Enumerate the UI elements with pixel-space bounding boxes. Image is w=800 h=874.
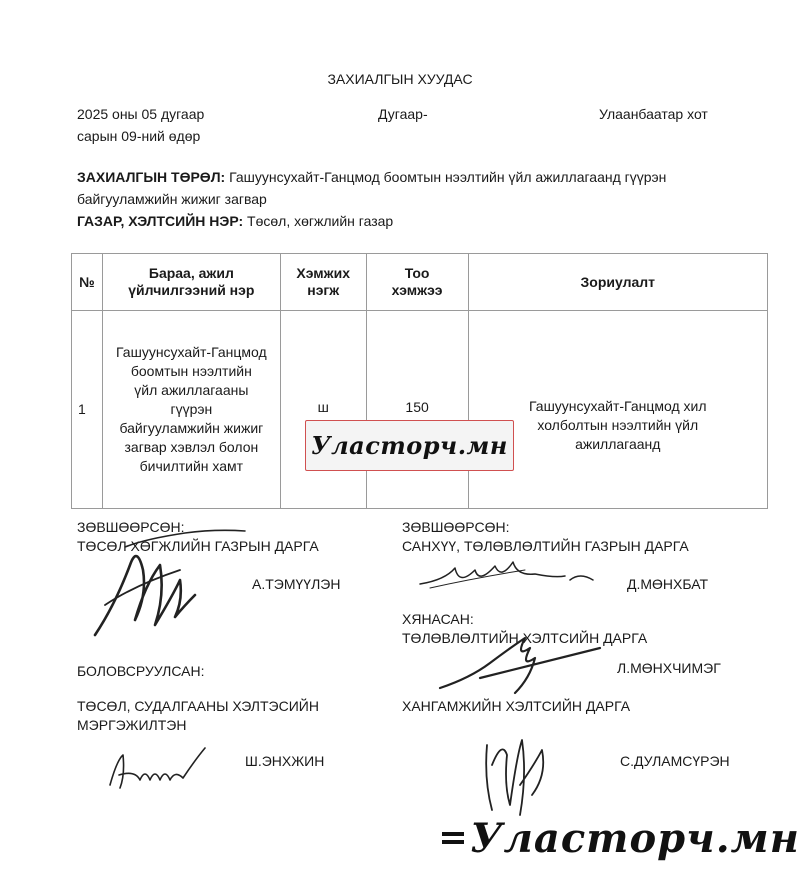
cell-purpose-line: холболтын нээлтийн үйл (537, 417, 699, 433)
header-num: № (72, 254, 103, 311)
cell-item-line: Гашуунсухайт-Ганцмод (116, 344, 267, 360)
approved-left-position: ТӨСӨЛ ХӨГЖЛИЙН ГАЗРЫН ДАРГА (77, 538, 319, 554)
cell-unit: ш (280, 311, 366, 509)
cell-purpose (468, 311, 767, 509)
cell-qty: 150 (366, 311, 468, 509)
reviewed-position: ТӨЛӨВЛӨЛТИЙН ХЭЛТСИЙН ДАРГА (402, 630, 648, 646)
cell-item-line: боомтын нээлтийн (130, 363, 252, 379)
prepared-name: Ш.ЭНХЖИН (245, 753, 325, 769)
cell-purpose-line: Гашуунсухайт-Ганцмод хил (528, 398, 707, 414)
table-header-row (72, 254, 768, 311)
order-type-value: Гашуунсухайт-Ганцмод боомтын нээлтийн үйл ажиллагаанд гүүрэн (225, 169, 667, 185)
watermark-stamp (305, 420, 514, 471)
document-title: ЗАХИАЛГЫН ХУУДАС (327, 71, 473, 87)
prepared-position-line-2: МЭРГЭЖИЛТЭН (77, 717, 187, 733)
approved-right-position: САНХҮҮ, ТӨЛӨВЛӨЛТИЙН ГАЗРЫН ДАРГА (402, 538, 689, 554)
cell-purpose-line: ажиллагаанд (575, 436, 661, 452)
cell-item-line: үйл ажиллагааны (134, 382, 249, 398)
header-qty (366, 254, 468, 311)
place-line (77, 212, 393, 231)
reviewed-name: Л.МӨНХЧИМЭГ (617, 660, 721, 676)
signature-munkhbat (415, 550, 615, 600)
header-qty-line: Тоо (404, 265, 430, 281)
prepared-position-line-1: ТӨСӨЛ, СУДАЛГААНЫ ХЭЛТЭСИЙН (77, 698, 319, 714)
approved-left-name: А.ТЭМҮҮЛЭН (252, 576, 341, 592)
table-row (72, 311, 768, 509)
header-purpose: Зориулалт (468, 254, 767, 311)
header-unit (280, 254, 366, 311)
header-unit-line: нэгж (307, 282, 340, 298)
watermark-inline-text: Уласторч.мн (311, 431, 508, 460)
cell-item-line: загвар хэвлэл болон (124, 439, 259, 455)
header-item-line: Бараа, ажил (148, 265, 234, 281)
number-label: Дугаар- (378, 106, 428, 122)
reviewed-label: ХЯНАСАН: (402, 611, 474, 627)
cell-item-line: байгууламжийн жижиг (119, 420, 264, 436)
cell-item-line: гүүрэн (170, 401, 213, 417)
header-item-line: үйлчилгээний нэр (128, 282, 255, 298)
watermark-corner (470, 808, 800, 868)
date-line-2: сарын 09-ний өдөр (77, 128, 201, 144)
signature-temuulen (85, 525, 285, 655)
order-type-line-2: байгууламжийн жижиг загвар (77, 191, 267, 207)
cell-item (102, 311, 280, 509)
signature-munkhchimeg (420, 618, 620, 708)
order-type-line-1 (77, 168, 666, 187)
watermark-corner-text: Уласторч.мн (470, 814, 800, 862)
approved-left-label: ЗӨВШӨӨРСӨН: (77, 519, 185, 535)
cell-item-line: бичилтийн хамт (139, 458, 244, 474)
approved-right-label: ЗӨВШӨӨРСӨН: (402, 519, 510, 535)
approved-right-name: Д.МӨНХБАТ (627, 576, 709, 592)
city-label: Улаанбаатар хот (599, 106, 708, 122)
header-item (102, 254, 280, 311)
supply-position: ХАНГАМЖИЙН ХЭЛТСИЙН ДАРГА (402, 698, 631, 714)
order-type-label: ЗАХИАЛГЫН ТӨРӨЛ: (77, 169, 226, 185)
supply-name: С.ДУЛАМСҮРЭН (620, 753, 730, 769)
date-line-1: 2025 оны 05 дугаар (77, 106, 205, 122)
header-unit-line: Хэмжих (296, 265, 350, 281)
place-value: Төсөл, хөгжлийн газар (243, 213, 394, 229)
header-qty-line: хэмжээ (391, 282, 443, 298)
signature-enkhjin (105, 740, 215, 800)
prepared-label: БОЛОВСРУУЛСАН: (77, 663, 205, 679)
cell-num: 1 (72, 311, 103, 509)
watermark-bars-left (442, 832, 464, 844)
place-label: ГАЗАР, ХЭЛТСИЙН НЭР: (77, 213, 244, 229)
